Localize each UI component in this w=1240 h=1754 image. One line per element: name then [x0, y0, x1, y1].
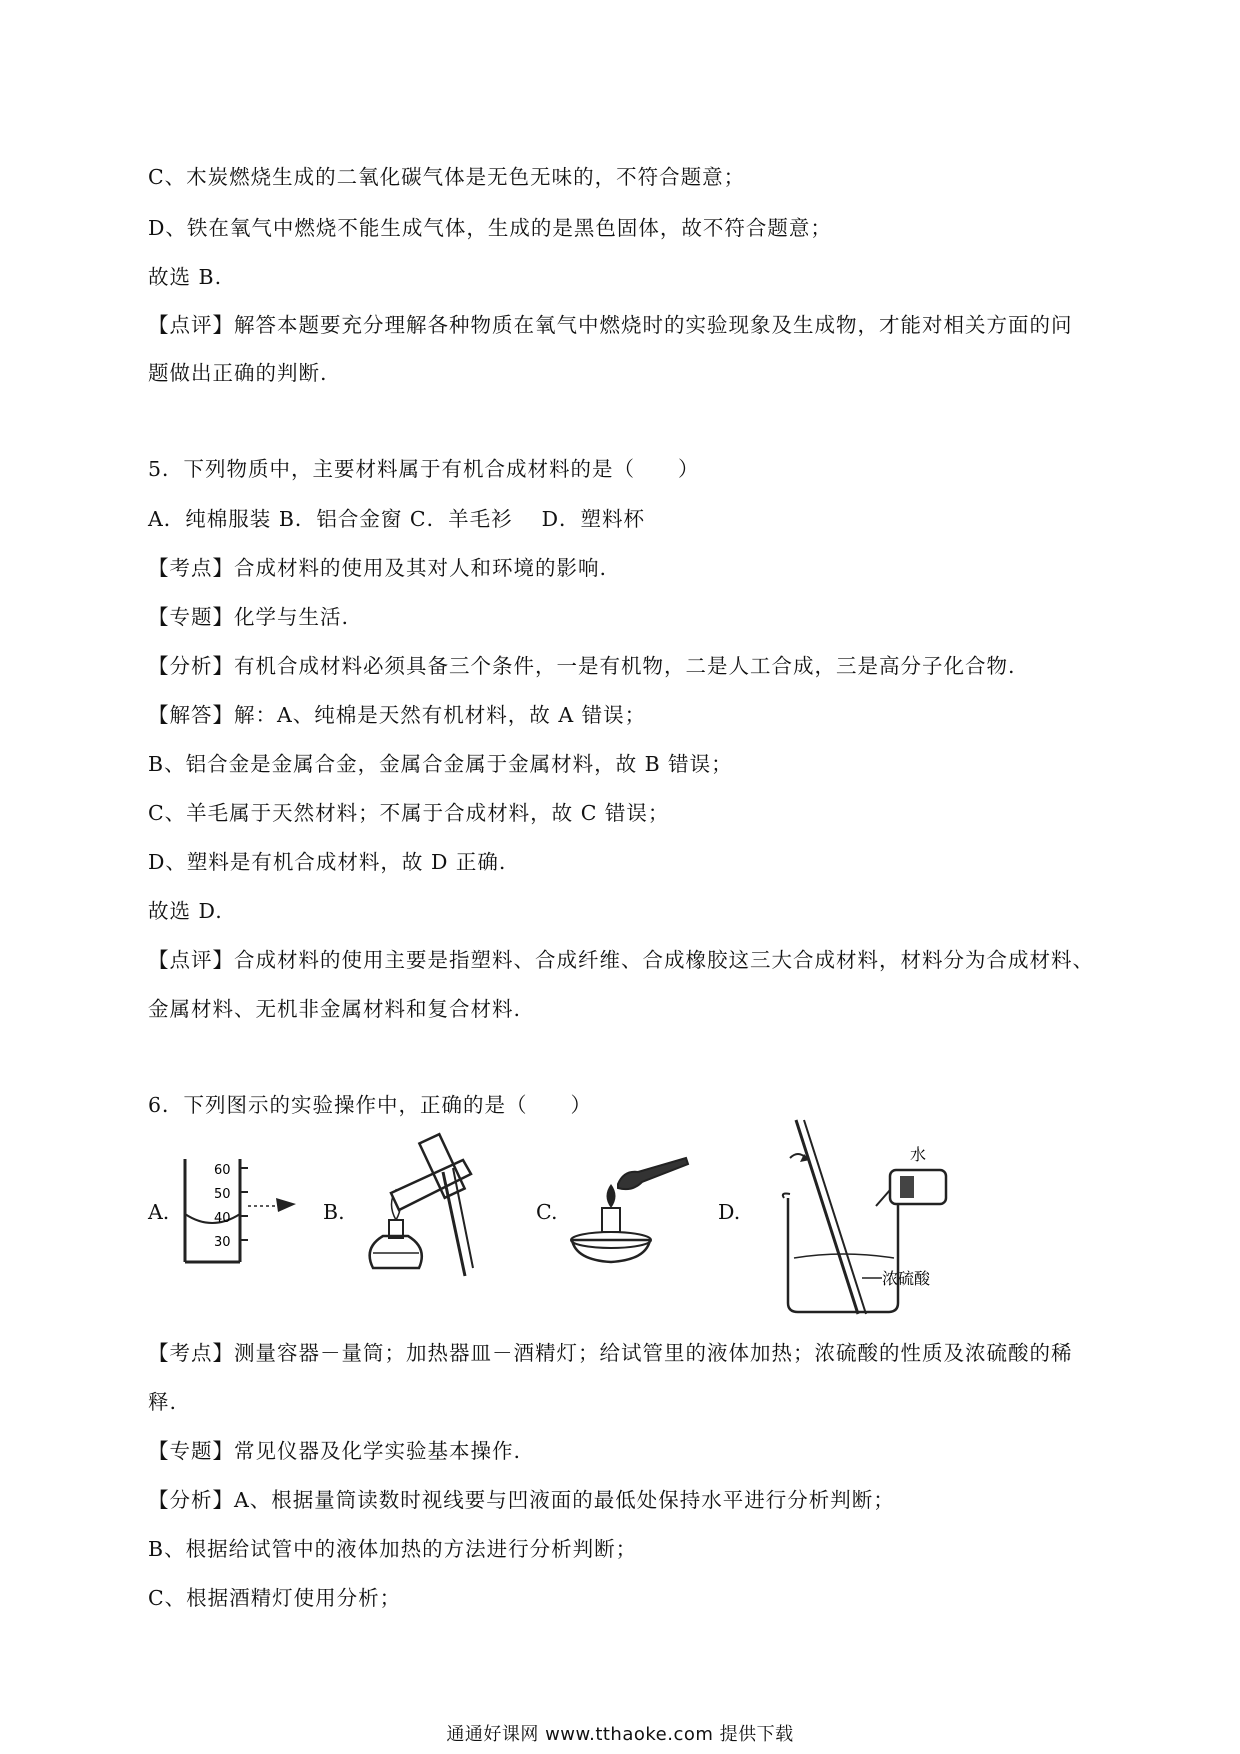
- text-line: D、塑料是有机合成材料，故 D 正确.: [148, 850, 507, 874]
- kaodian-line: 【考点】合成材料的使用及其对人和环境的影响.: [148, 556, 608, 580]
- option-c-label: C.: [536, 1200, 558, 1224]
- text-line: B、铝合金是金属合金，金属合金属于金属材料，故 B 错误；: [148, 752, 733, 776]
- option-d-label: D.: [718, 1200, 741, 1224]
- zhuanti-line: 【专题】常见仪器及化学实验基本操作.: [148, 1439, 522, 1463]
- acid-label: 浓硫酸: [882, 1269, 931, 1288]
- kaodian-line: 释.: [148, 1390, 178, 1414]
- comment-line: 题做出正确的判断.: [148, 361, 328, 385]
- test-tube-heating-figure: [353, 1128, 488, 1278]
- kaodian-line: 【考点】测量容器－量筒；加热器皿－酒精灯；给试管里的液体加热；浓硫酸的性质及浓硫酸的稀: [148, 1341, 1073, 1365]
- comment-line: 【点评】合成材料的使用主要是指塑料、合成纤维、合成橡胶这三大合成材料，材料分为合成材料、: [148, 948, 1094, 972]
- comment-line: 金属材料、无机非金属材料和复合材料.: [148, 997, 522, 1021]
- text-line: B、根据给试管中的液体加热的方法进行分析判断；: [148, 1537, 638, 1561]
- svg-text:60: 60: [214, 1163, 231, 1178]
- alcohol-lamp-lighting-figure: [566, 1150, 696, 1275]
- text-line: C、羊毛属于天然材料；不属于合成材料，故 C 错误；: [148, 801, 670, 825]
- svg-text:40: 40: [214, 1211, 231, 1226]
- question-5-options: A．纯棉服装 B．铝合金窗 C．羊毛衫 D．塑料杯: [148, 507, 646, 531]
- zhuanti-line: 【专题】化学与生活.: [148, 605, 350, 629]
- question-6-figures: [148, 1128, 948, 1318]
- acid-dilution-figure: [748, 1118, 948, 1318]
- eye-icon: [276, 1198, 296, 1212]
- jieda-line: 【解答】解：A、纯棉是天然有机材料，故 A 错误；: [148, 703, 647, 727]
- option-a-label: A.: [148, 1200, 170, 1224]
- text-line: 故选 B.: [148, 265, 223, 289]
- fenxi-line: 【分析】A、根据量筒读数时视线要与凹液面的最低处保持水平进行分析判断；: [148, 1488, 895, 1512]
- water-label: 水: [910, 1145, 927, 1164]
- text-line: 故选 D.: [148, 899, 223, 923]
- svg-text:50: 50: [214, 1187, 231, 1202]
- fenxi-line: 【分析】有机合成材料必须具备三个条件，一是有机物，二是人工合成，三是高分子化合物.: [148, 654, 1016, 678]
- question-5: 5．下列物质中，主要材料属于有机合成材料的是（ ）: [148, 457, 700, 481]
- measuring-cylinder-figure: [180, 1154, 300, 1264]
- svg-text:30: 30: [214, 1235, 231, 1250]
- page-footer: 通通好课网 www.tthaoke.com 提供下载: [446, 1724, 794, 1745]
- question-6: 6．下列图示的实验操作中，正确的是（ ）: [148, 1093, 593, 1117]
- text-line: C、木炭燃烧生成的二氧化碳气体是无色无味的，不符合题意；: [148, 165, 746, 189]
- comment-line: 【点评】解答本题要充分理解各种物质在氧气中燃烧时的实验现象及生成物，才能对相关方面的问: [148, 313, 1073, 337]
- text-line: C、根据酒精灯使用分析；: [148, 1586, 402, 1610]
- option-b-label: B.: [323, 1200, 345, 1224]
- text-line: D、铁在氧气中燃烧不能生成气体，生成的是黑色固体，故不符合题意；: [148, 216, 832, 240]
